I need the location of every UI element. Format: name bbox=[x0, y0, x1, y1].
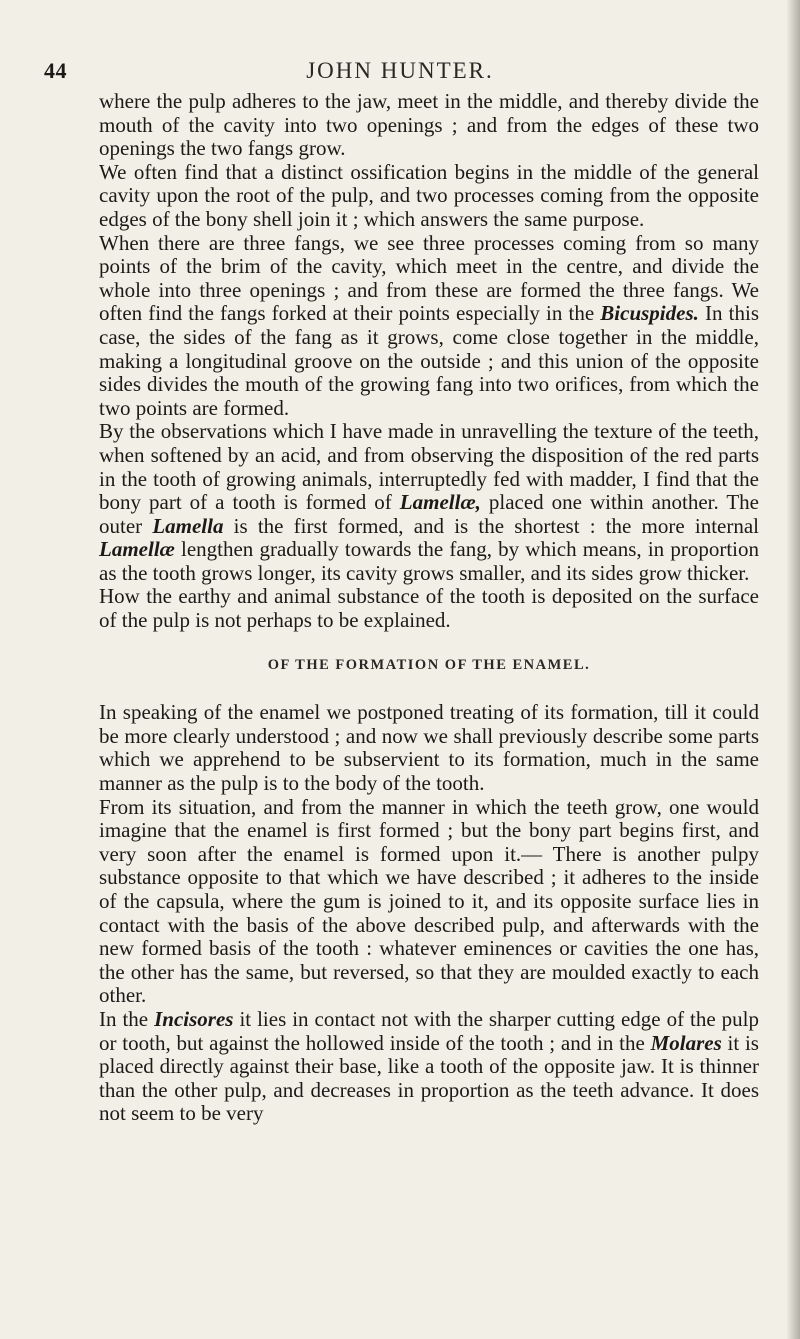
italic-term: Lamella bbox=[152, 513, 224, 538]
paragraph-text: is the first formed, and is the shortest : the more internal bbox=[223, 513, 760, 538]
paragraph bbox=[99, 701, 759, 795]
italic-term: Lamellæ bbox=[99, 537, 175, 562]
section-heading: OF THE FORMATION OF THE ENAMEL. bbox=[267, 656, 591, 673]
paragraph bbox=[99, 1008, 759, 1126]
paragraph-text: placed one within another. The outer bbox=[99, 490, 759, 538]
paragraph bbox=[99, 161, 759, 232]
paragraph-text: lengthen gradually towards the fang, by which means, in proportion as the tooth grows longer, its cavity grows smaller, and its sides grow thicker. bbox=[99, 537, 759, 585]
italic-term: Incisores bbox=[154, 1006, 234, 1031]
paragraph-text: By the observations which I have made in unravelling the texture of the teeth, when softened by an acid, and from observing the disposition of the red parts in the tooth of growing animals, interruptedly fed with madder, I find that the bony part of a tooth is formed of bbox=[99, 419, 759, 515]
running-head: JOHN HUNTER. bbox=[306, 58, 494, 83]
paragraph-text: How the earthy and animal substance of the tooth is deposited on the surface of the pulp is not perhaps to be explained. bbox=[99, 584, 759, 633]
paragraph bbox=[99, 796, 759, 1008]
page-header bbox=[0, 58, 800, 86]
paragraph-text: it is placed directly against their base, like a tooth of the opposite jaw. It is thinner than the other pulp, and decreases in proportion as the teeth advance. It does not seem to be very bbox=[99, 1030, 759, 1126]
paragraph bbox=[99, 420, 759, 585]
paragraph bbox=[99, 90, 759, 161]
paragraph-text: it lies in contact not with the sharper cutting edge of the pulp or tooth, but against the hollowed inside of the tooth ; and in the bbox=[99, 1006, 760, 1055]
paragraph-text: When there are three fangs, we see three processes coming from so many points of the brim of the cavity, which meet in the centre, and divide the whole into three openings ; and from these are formed the three fangs. We often find the fangs forked at their points especially in the bbox=[99, 230, 759, 326]
italic-term: Molares bbox=[650, 1030, 722, 1055]
paragraph-text: where the pulp adheres to the jaw, meet in the middle, and thereby divide the mouth of the cavity into two openings ; and from the edges of these two openings the two fangs grow. bbox=[99, 89, 759, 161]
paragraph bbox=[99, 585, 759, 632]
paragraph-text: In speaking of the enamel we postponed treating of its formation, till it could be more clearly understood ; and now we shall previously describe some parts which we apprehend to be subservient to its formation, much in the same manner as the pulp is to the body of the tooth. bbox=[99, 700, 759, 796]
paragraph-text: In this case, the sides of the fang as it grows, come close together in the middle, making a longitudinal groove on the outside ; and this union of the opposite sides divides the mouth of the growing fang into two orifices, from which the two points are formed. bbox=[99, 301, 759, 420]
body-text bbox=[99, 90, 759, 1126]
page-number: 44 bbox=[44, 58, 67, 83]
paragraphs-after bbox=[99, 701, 759, 1126]
paragraph bbox=[99, 232, 759, 421]
paragraph-text: We often find that a distinct ossification begins in the middle of the general cavity upon the root of the pulp, and two processes coming from the opposite edges of the bony shell join it ; which answers the same purpose. bbox=[99, 159, 759, 231]
paragraphs-before bbox=[99, 90, 759, 633]
paragraph-text: From its situation, and from the manner in which the teeth grow, one would imagine that the enamel is first formed ; but the bony part begins first, and very soon after the enamel is formed upon it.— There is another pulpy substance opposite to that which we have described ; it adheres to the inside of the capsula, where the gum is joined to it, and its opposite surface lies in contact with the basis of the above described pulp, and afterwards with the new formed basis of the tooth : whatever eminences or cavities the one has, the other has the same, but reversed, so that they are moulded exactly to each other. bbox=[99, 794, 759, 1008]
italic-term: Bicuspides. bbox=[600, 301, 699, 326]
italic-term: Lamellæ, bbox=[399, 490, 481, 515]
paragraph-text: In the bbox=[99, 1006, 155, 1031]
page-edge-shadow bbox=[786, 0, 800, 1339]
